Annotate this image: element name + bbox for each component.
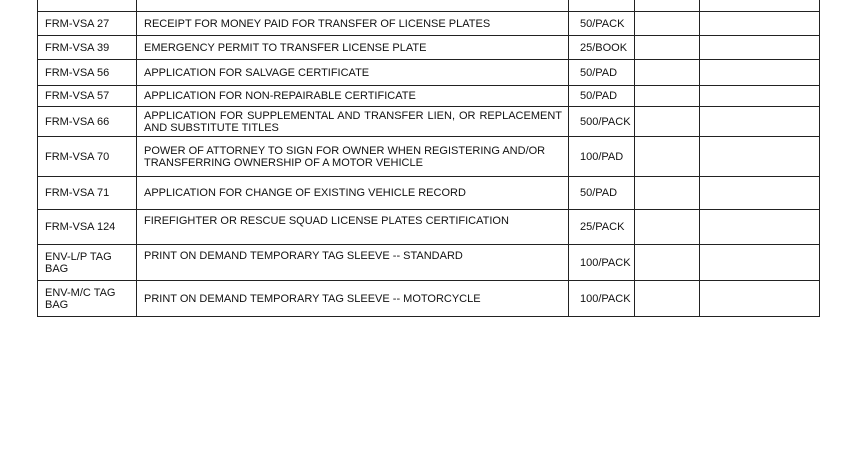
quantity-input[interactable]: [635, 60, 700, 86]
table-row: [38, 137, 820, 177]
unit-of-issue: 25/PACK: [569, 210, 635, 245]
form-code: FRM-VSA 57: [38, 86, 137, 107]
forms-order-table: [37, 0, 820, 317]
unit-of-issue: 100/PACK: [569, 281, 635, 317]
table-row: [38, 281, 820, 317]
form-code: FRM-VSA 56: [38, 60, 137, 86]
unit-of-issue: 100/PAD: [569, 137, 635, 177]
form-description: FIREFIGHTER OR RESCUE SQUAD LICENSE PLATES CERTIFICATION: [137, 210, 569, 245]
form-code: FRM-VSA 71: [38, 177, 137, 210]
quantity-input[interactable]: [635, 86, 700, 107]
form-description: APPLICATION FOR CHANGE OF EXISTING VEHICLE RECORD: [137, 177, 569, 210]
form-code: ENV-L/P TAG BAG: [38, 245, 137, 281]
form-code: FRM-VSA 39: [38, 36, 137, 60]
form-code: FRM-VSA 66: [38, 107, 137, 137]
form-description: RECEIPT FOR MONEY PAID FOR TRANSFER OF LICENSE PLATES: [137, 12, 569, 36]
form-code: [38, 0, 137, 12]
table-row: [38, 177, 820, 210]
form-description: POWER OF ATTORNEY TO SIGN FOR OWNER WHEN REGISTERING AND/OR TRANSFERRING OWNERSHIP OF A MOTOR VEHICLE: [137, 137, 569, 177]
total-input[interactable]: [700, 60, 820, 86]
total-input[interactable]: [700, 12, 820, 36]
unit-of-issue: 100/PACK: [569, 245, 635, 281]
table-row: [38, 107, 820, 137]
table-row: [38, 36, 820, 60]
quantity-input[interactable]: [635, 137, 700, 177]
total-input[interactable]: [700, 86, 820, 107]
total-input[interactable]: [700, 245, 820, 281]
total-input[interactable]: [700, 177, 820, 210]
quantity-input[interactable]: [635, 245, 700, 281]
total-input[interactable]: [700, 137, 820, 177]
table-row: [38, 12, 820, 36]
form-code: FRM-VSA 70: [38, 137, 137, 177]
form-description: APPLICATION FOR SALVAGE CERTIFICATE: [137, 60, 569, 86]
form-description: [137, 0, 569, 12]
total-input[interactable]: [700, 281, 820, 317]
unit-of-issue: 50/PAD: [569, 60, 635, 86]
form-description: EMERGENCY PERMIT TO TRANSFER LICENSE PLATE: [137, 36, 569, 60]
quantity-input[interactable]: [635, 0, 700, 12]
quantity-input[interactable]: [635, 107, 700, 137]
quantity-input[interactable]: [635, 281, 700, 317]
unit-of-issue: 50/PACK: [569, 12, 635, 36]
table-row: [38, 245, 820, 281]
quantity-input[interactable]: [635, 36, 700, 60]
quantity-input[interactable]: [635, 210, 700, 245]
form-description: PRINT ON DEMAND TEMPORARY TAG SLEEVE -- MOTORCYCLE: [137, 281, 569, 317]
quantity-input[interactable]: [635, 177, 700, 210]
total-input[interactable]: [700, 107, 820, 137]
table-row: [38, 210, 820, 245]
table-row: [38, 86, 820, 107]
form-description: PRINT ON DEMAND TEMPORARY TAG SLEEVE -- STANDARD: [137, 245, 569, 281]
quantity-input[interactable]: [635, 12, 700, 36]
form-code: ENV-M/C TAG BAG: [38, 281, 137, 317]
total-input[interactable]: [700, 36, 820, 60]
form-description: APPLICATION FOR NON-REPAIRABLE CERTIFICATE: [137, 86, 569, 107]
total-input[interactable]: [700, 210, 820, 245]
unit-of-issue: 500/PACK: [569, 107, 635, 137]
unit-of-issue: 25/BOOK: [569, 36, 635, 60]
total-input[interactable]: [700, 0, 820, 12]
unit-of-issue: [569, 0, 635, 12]
table-row: [38, 60, 820, 86]
unit-of-issue: 50/PAD: [569, 86, 635, 107]
form-code: FRM-VSA 27: [38, 12, 137, 36]
table-row: [38, 0, 820, 12]
form-code: FRM-VSA 124: [38, 210, 137, 245]
form-description: APPLICATION FOR SUPPLEMENTAL AND TRANSFER LIEN, OR REPLACEMENT AND SUBSTITUTE TITLES: [137, 107, 569, 137]
unit-of-issue: 50/PAD: [569, 177, 635, 210]
